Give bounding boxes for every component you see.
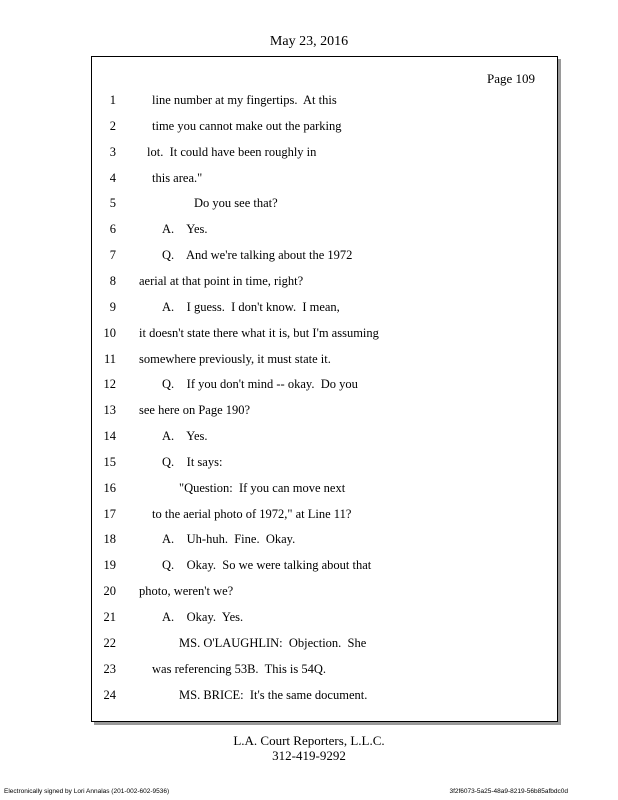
transcript-line — [92, 662, 557, 682]
line-number: 11 — [103, 351, 116, 366]
line-number: 10 — [103, 325, 116, 340]
electronic-signature: Electronically signed by Lori Annalas (201-002-602-9536) — [4, 788, 170, 795]
line-text: Q. And we're talking about the 1972 — [162, 248, 353, 263]
line-number: 7 — [109, 248, 116, 263]
transcript-line — [92, 688, 557, 708]
transcript-line — [92, 610, 557, 630]
transcript-line — [92, 584, 557, 604]
document-hash: 3f2f6073-5a25-48a9-8219-56b85afbdc0d — [449, 788, 568, 795]
line-text: see here on Page 190? — [139, 403, 251, 418]
transcript-line — [92, 507, 557, 527]
line-number: 24 — [103, 687, 116, 702]
line-text: lot. It could have been roughly in — [147, 144, 317, 159]
transcript-line — [92, 196, 557, 216]
line-number: 18 — [103, 532, 116, 547]
line-number: 8 — [109, 273, 116, 288]
line-number: 2 — [109, 118, 116, 133]
court-reporter-phone: 312-419-9292 — [272, 748, 346, 763]
page-number: Page 109 — [486, 71, 535, 86]
line-number: 6 — [109, 222, 116, 237]
line-text: aerial at that point in time, right? — [139, 273, 304, 288]
line-text: Q. It says: — [162, 454, 223, 469]
line-text: MS. O'LAUGHLIN: Objection. She — [179, 635, 367, 650]
line-text: to the aerial photo of 1972," at Line 11? — [152, 506, 352, 521]
line-text: A. I guess. I don't know. I mean, — [162, 299, 340, 314]
transcript-line — [92, 403, 557, 423]
line-text: A. Uh-huh. Fine. Okay. — [162, 532, 296, 547]
line-text: MS. BRICE: It's the same document. — [179, 687, 368, 702]
line-text: Do you see that? — [194, 196, 278, 211]
line-number: 20 — [103, 584, 116, 599]
transcript-line — [92, 300, 557, 320]
line-number: 3 — [109, 144, 116, 159]
line-text: time you cannot make out the parking — [152, 118, 342, 133]
line-text: somewhere previously, it must state it. — [139, 351, 331, 366]
line-number: 12 — [103, 377, 116, 392]
line-number: 14 — [103, 429, 116, 444]
transcript-line — [92, 455, 557, 475]
transcript-line — [92, 377, 557, 397]
line-text: photo, weren't we? — [139, 584, 234, 599]
court-reporter-company: L.A. Court Reporters, L.L.C. — [233, 733, 385, 748]
transcript-page — [91, 56, 558, 722]
transcript-line — [92, 352, 557, 372]
transcript-line — [92, 274, 557, 294]
line-text: it doesn't state there what it is, but I'm assuming — [139, 325, 379, 340]
transcript-line — [92, 93, 557, 113]
transcript-line — [92, 532, 557, 552]
transcript-line — [92, 481, 557, 501]
transcript-line — [92, 145, 557, 165]
line-text: "Question: If you can move next — [179, 480, 346, 495]
line-text: A. Yes. — [162, 222, 208, 237]
line-number: 22 — [103, 635, 116, 650]
line-text: A. Yes. — [162, 429, 208, 444]
transcript-line — [92, 222, 557, 242]
transcript-line — [92, 429, 557, 449]
transcript-line — [92, 326, 557, 346]
line-text: line number at my fingertips. At this — [152, 93, 337, 107]
line-text: Q. Okay. So we were talking about that — [162, 558, 372, 573]
line-number: 15 — [103, 454, 116, 469]
line-text: Q. If you don't mind -- okay. Do you — [162, 377, 358, 392]
line-number: 13 — [103, 403, 116, 418]
line-number: 1 — [109, 93, 116, 107]
line-number: 4 — [109, 170, 116, 185]
transcript-date: May 23, 2016 — [269, 34, 349, 49]
line-number: 5 — [109, 196, 116, 211]
line-number: 21 — [103, 610, 116, 624]
line-text: A. Okay. Yes. — [162, 610, 244, 624]
transcript-line — [92, 558, 557, 578]
transcript-line — [92, 636, 557, 656]
line-number: 16 — [103, 480, 116, 495]
line-number: 9 — [109, 299, 116, 314]
line-text: this area." — [152, 170, 203, 185]
transcript-line — [92, 119, 557, 139]
transcript-line — [92, 248, 557, 268]
transcript-line — [92, 171, 557, 191]
line-number: 17 — [103, 506, 116, 521]
line-text: was referencing 53B. This is 54Q. — [152, 661, 327, 676]
line-number: 23 — [103, 661, 116, 676]
line-number: 19 — [103, 558, 116, 573]
